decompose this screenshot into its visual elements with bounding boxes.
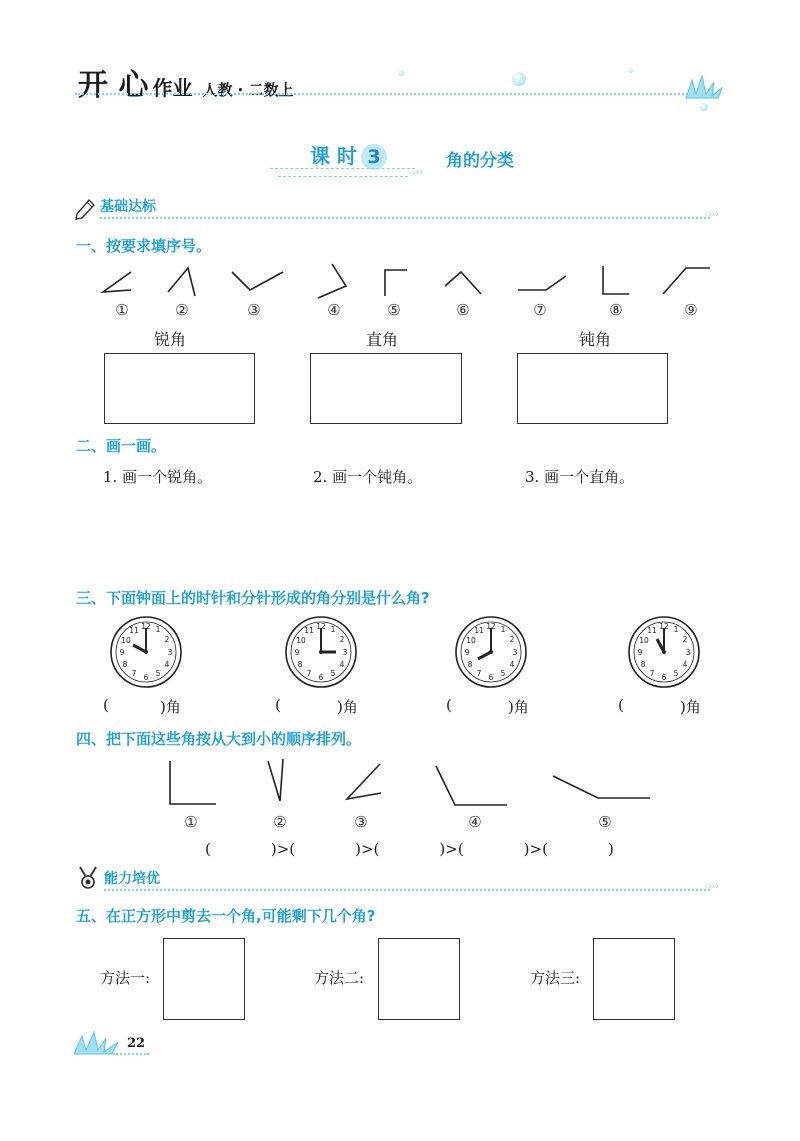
clock-answer-2-open: ( — [275, 696, 281, 714]
method-3-label: 方法三: — [530, 969, 581, 987]
svg-text:8: 8 — [122, 660, 128, 669]
method-1-label: 方法一: — [100, 969, 151, 987]
category-right: 直角 — [366, 330, 399, 349]
order-number: ② — [273, 813, 287, 831]
answer-box-obtuse[interactable] — [517, 353, 668, 424]
svg-text:11: 11 — [129, 626, 139, 635]
angle-number: ⑥ — [456, 301, 470, 319]
brand-mid: 作业 — [152, 76, 193, 100]
clock-answer-3-close[interactable]: )角 — [508, 698, 529, 716]
page-number: 22 — [127, 1036, 146, 1051]
arrow-icon: ››› — [708, 210, 719, 220]
svg-text:12: 12 — [486, 622, 496, 631]
angle-number: ① — [115, 301, 129, 319]
angle-number: ⑧ — [609, 301, 623, 319]
lesson-underline — [270, 168, 415, 169]
svg-text:9: 9 — [119, 648, 125, 657]
clock-4 — [626, 614, 702, 690]
method-2-square[interactable] — [378, 938, 460, 1020]
order-answer-line[interactable]: ( )>( )>( )>( )>( ) — [205, 840, 614, 858]
svg-text:2: 2 — [164, 635, 170, 644]
svg-text:3: 3 — [685, 648, 691, 657]
draw-item-1: 1. 画一个锐角。 — [103, 468, 213, 486]
angle-9 — [663, 268, 710, 294]
clock-answer-1-open: ( — [103, 696, 109, 714]
answer-box-right[interactable] — [310, 353, 462, 424]
svg-text:8: 8 — [640, 660, 646, 669]
svg-text:7: 7 — [649, 669, 655, 678]
svg-text:1: 1 — [500, 625, 506, 634]
clock-answer-1-close[interactable]: )角 — [160, 698, 181, 716]
svg-text:10: 10 — [121, 636, 131, 645]
svg-text:11: 11 — [474, 626, 484, 635]
svg-text:6: 6 — [143, 673, 149, 682]
grass-icon — [684, 74, 724, 100]
section-divider — [104, 889, 710, 891]
svg-text:4: 4 — [164, 660, 170, 669]
angle-number: ⑨ — [684, 301, 698, 319]
clock-answer-4-close[interactable]: )角 — [680, 698, 701, 716]
svg-text:5: 5 — [673, 669, 679, 678]
angle-5 — [385, 270, 407, 296]
svg-text:7: 7 — [306, 669, 312, 678]
svg-text:9: 9 — [637, 648, 643, 657]
svg-text:2: 2 — [682, 635, 688, 644]
medal-icon — [76, 865, 100, 891]
bubble-icon — [512, 72, 526, 86]
angle-8 — [603, 266, 629, 294]
lesson-label — [310, 140, 387, 170]
angle-7 — [518, 276, 566, 290]
footer-dots — [113, 1053, 149, 1055]
bubble-icon — [700, 103, 708, 111]
angle-number: ⑦ — [533, 301, 547, 319]
method-2-label: 方法二: — [314, 969, 365, 987]
svg-text:11: 11 — [304, 626, 314, 635]
q2-title: 二、画一画。 — [76, 437, 167, 455]
svg-text:1: 1 — [330, 625, 336, 634]
q5-title: 五、在正方形中剪去一个角,可能剩下几个角? — [76, 907, 376, 925]
order-angle-4 — [436, 766, 507, 805]
category-obtuse: 钝角 — [579, 330, 612, 349]
svg-text:2: 2 — [339, 635, 345, 644]
brand-big: 开 心 — [78, 68, 149, 103]
q4-title: 四、把下面这些角按从大到小的顺序排列。 — [76, 730, 362, 748]
svg-text:3: 3 — [167, 648, 173, 657]
svg-text:12: 12 — [659, 622, 669, 631]
svg-text:10: 10 — [466, 636, 476, 645]
order-number: ③ — [354, 813, 368, 831]
svg-text:4: 4 — [509, 660, 515, 669]
answer-box-acute[interactable] — [104, 353, 255, 424]
q1-title: 一、按要求填序号。 — [76, 237, 212, 255]
q4-angles — [0, 755, 800, 810]
clock-answer-3-open: ( — [446, 696, 452, 714]
q1-angles — [0, 258, 800, 303]
draw-item-2: 2. 画一个钝角。 — [313, 468, 423, 486]
order-angle-5 — [553, 776, 650, 798]
svg-text:6: 6 — [488, 673, 494, 682]
order-angle-1 — [170, 761, 216, 804]
clock-2 — [283, 614, 359, 690]
svg-text:9: 9 — [464, 648, 470, 657]
svg-text:6: 6 — [318, 673, 324, 682]
angle-3 — [232, 272, 283, 290]
svg-text:9: 9 — [294, 648, 300, 657]
lesson-text: 课 时 — [310, 144, 357, 168]
svg-text:7: 7 — [131, 669, 137, 678]
svg-text:5: 5 — [500, 669, 506, 678]
method-1-square[interactable] — [163, 938, 245, 1020]
order-number: ④ — [468, 813, 482, 831]
angle-number: ④ — [327, 301, 341, 319]
svg-text:8: 8 — [297, 660, 303, 669]
method-3-square[interactable] — [593, 938, 675, 1020]
order-angle-3 — [347, 764, 381, 799]
svg-text:1: 1 — [673, 625, 679, 634]
svg-text:3: 3 — [342, 648, 348, 657]
section-basic: 基础达标 — [100, 199, 156, 215]
clock-1 — [108, 614, 184, 690]
svg-text:3: 3 — [512, 648, 518, 657]
clock-3 — [453, 614, 529, 690]
order-number: ① — [184, 813, 198, 831]
bubble-icon — [398, 70, 404, 76]
svg-text:4: 4 — [682, 660, 688, 669]
svg-text:12: 12 — [141, 622, 151, 631]
pencil-icon — [74, 196, 96, 220]
angle-4 — [318, 264, 346, 298]
svg-text:6: 6 — [661, 673, 667, 682]
angle-1 — [103, 272, 131, 292]
q3-title: 三、下面钟面上的时针和分针形成的角分别是什么角? — [76, 589, 430, 607]
section-advanced: 能力培优 — [104, 871, 160, 887]
order-number: ⑤ — [598, 813, 612, 831]
header-divider — [75, 93, 715, 95]
arrow-icon: ››› — [412, 168, 423, 178]
svg-text:2: 2 — [509, 635, 515, 644]
angle-number: ⑤ — [387, 301, 401, 319]
svg-text:12: 12 — [316, 622, 326, 631]
brand-subtitle: 人教 · 二数上 — [202, 81, 294, 99]
clock-answer-4-open: ( — [618, 696, 624, 714]
draw-item-3: 3. 画一个直角。 — [525, 468, 635, 486]
arrow-icon: ››› — [708, 882, 719, 892]
angle-number: ③ — [247, 301, 261, 319]
category-acute: 锐角 — [154, 330, 187, 349]
brand-title — [78, 60, 294, 104]
angle-2 — [168, 268, 195, 296]
svg-text:10: 10 — [639, 636, 649, 645]
svg-text:4: 4 — [339, 660, 345, 669]
lesson-number: 3 — [361, 144, 387, 170]
section-divider — [100, 217, 710, 219]
lesson-title: 角的分类 — [446, 151, 514, 171]
svg-text:1: 1 — [155, 625, 161, 634]
svg-text:10: 10 — [296, 636, 306, 645]
angle-6 — [445, 272, 481, 294]
svg-text:5: 5 — [155, 669, 161, 678]
bubble-icon — [628, 68, 633, 73]
svg-text:5: 5 — [330, 669, 336, 678]
svg-text:11: 11 — [647, 626, 657, 635]
clock-answer-2-close[interactable]: )角 — [337, 698, 358, 716]
order-angle-2 — [268, 759, 283, 801]
angle-number: ② — [175, 301, 189, 319]
svg-text:7: 7 — [476, 669, 482, 678]
svg-text:8: 8 — [467, 660, 473, 669]
lesson-underline — [278, 176, 408, 177]
